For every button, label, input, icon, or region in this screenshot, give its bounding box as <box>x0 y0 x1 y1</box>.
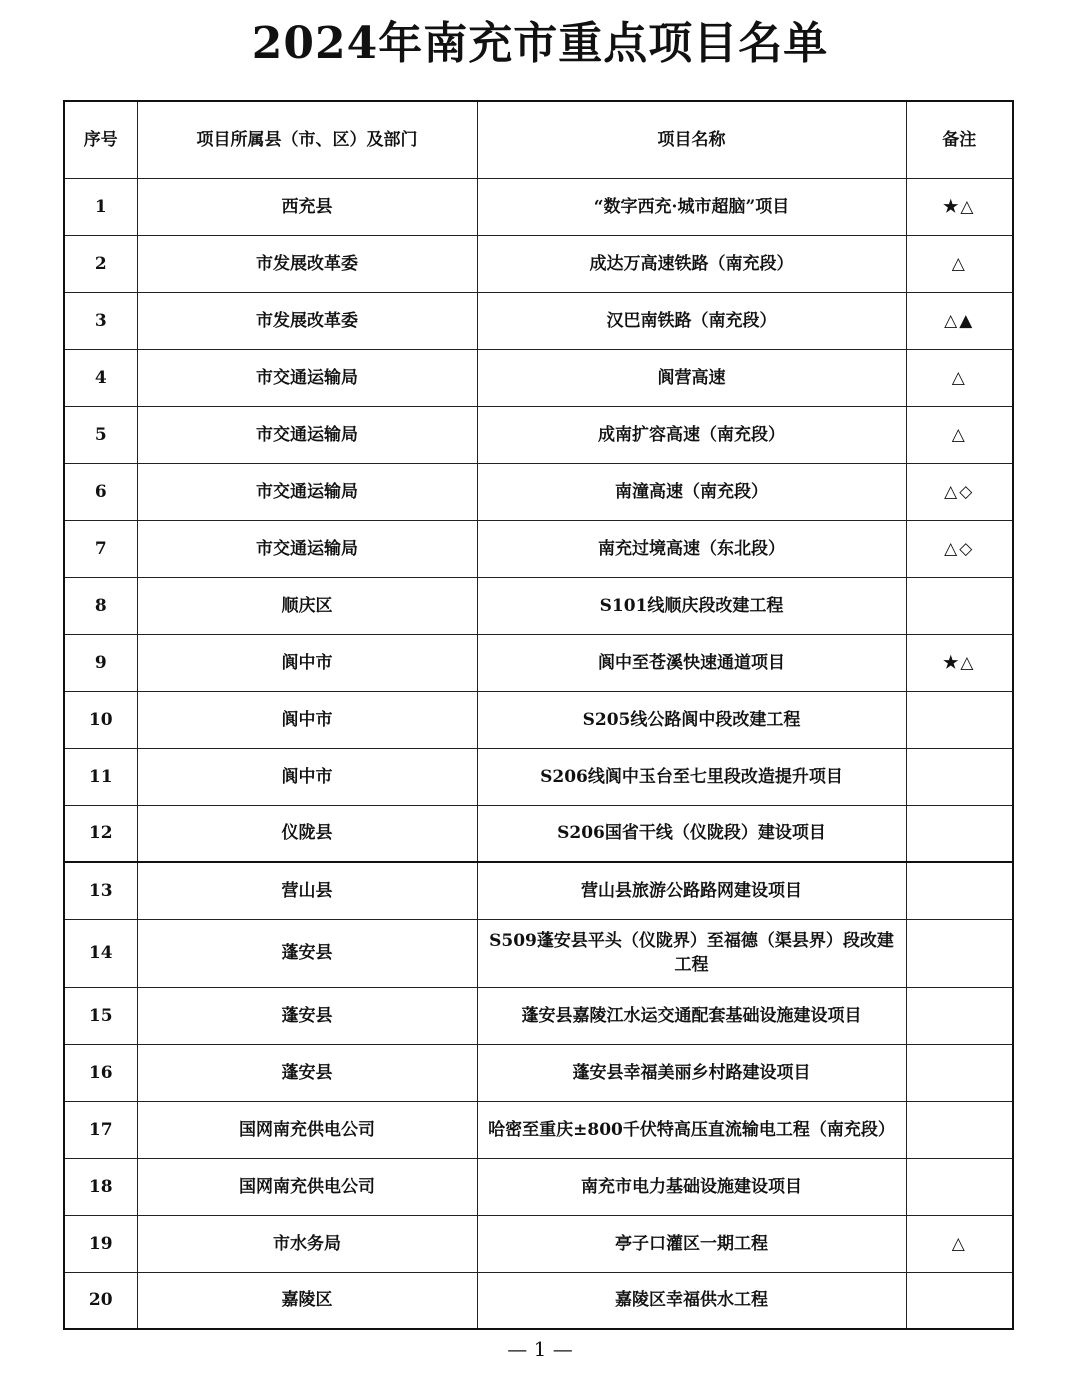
cell-dept: 市发展改革委 <box>137 292 477 349</box>
cell-seq: 9 <box>64 634 137 691</box>
cell-seq: 1 <box>64 178 137 235</box>
cell-project-name: 汉巴南铁路（南充段） <box>477 292 906 349</box>
cell-dept: 嘉陵区 <box>137 1272 477 1329</box>
cell-dept: 营山县 <box>137 862 477 919</box>
cell-project-name: S206线阆中玉台至七里段改造提升项目 <box>477 748 906 805</box>
cell-note <box>906 1101 1013 1158</box>
cell-seq: 14 <box>64 919 137 987</box>
cell-project-name: 营山县旅游公路路网建设项目 <box>477 862 906 919</box>
cell-note <box>906 1272 1013 1329</box>
cell-dept: 西充县 <box>137 178 477 235</box>
cell-dept: 市发展改革委 <box>137 235 477 292</box>
cell-note <box>906 577 1013 634</box>
table-row <box>64 691 1013 748</box>
cell-seq: 15 <box>64 987 137 1044</box>
cell-note <box>906 691 1013 748</box>
cell-dept: 蓬安县 <box>137 987 477 1044</box>
cell-seq: 10 <box>64 691 137 748</box>
cell-project-name: S509蓬安县平头（仪陇界）至福德（渠县界）段改建工程 <box>477 919 906 987</box>
cell-seq: 5 <box>64 406 137 463</box>
cell-seq: 19 <box>64 1215 137 1272</box>
cell-dept: 蓬安县 <box>137 1044 477 1101</box>
cell-note: ★△ <box>906 178 1013 235</box>
table-row <box>64 1101 1013 1158</box>
cell-note: △▲ <box>906 292 1013 349</box>
cell-project-name: 南充市电力基础设施建设项目 <box>477 1158 906 1215</box>
cell-note: △ <box>906 1215 1013 1272</box>
cell-project-name: 亭子口灌区一期工程 <box>477 1215 906 1272</box>
table-row <box>64 634 1013 691</box>
page-number: — 1 — <box>507 1337 573 1361</box>
table-row <box>64 292 1013 349</box>
cell-note <box>906 748 1013 805</box>
page-title: 2024年南充市重点项目名单 <box>251 18 829 69</box>
cell-dept: 市水务局 <box>137 1215 477 1272</box>
header-dept: 项目所属县（市、区）及部门 <box>137 101 477 178</box>
table-row <box>64 235 1013 292</box>
table-row <box>64 520 1013 577</box>
cell-seq: 18 <box>64 1158 137 1215</box>
table-row <box>64 178 1013 235</box>
table-row <box>64 349 1013 406</box>
cell-note <box>906 805 1013 862</box>
cell-project-name: S206国省干线（仪陇段）建设项目 <box>477 805 906 862</box>
table-row <box>64 862 1013 919</box>
cell-project-name: 成达万高速铁路（南充段） <box>477 235 906 292</box>
cell-dept: 国网南充供电公司 <box>137 1101 477 1158</box>
header-note: 备注 <box>906 101 1013 178</box>
cell-seq: 8 <box>64 577 137 634</box>
cell-dept: 蓬安县 <box>137 919 477 987</box>
cell-project-name: 南潼高速（南充段） <box>477 463 906 520</box>
header-project-name: 项目名称 <box>477 101 906 178</box>
cell-dept: 市交通运输局 <box>137 406 477 463</box>
table-row <box>64 919 1013 987</box>
cell-project-name: 成南扩容高速（南充段） <box>477 406 906 463</box>
cell-dept: 阆中市 <box>137 691 477 748</box>
cell-project-name: 蓬安县幸福美丽乡村路建设项目 <box>477 1044 906 1101</box>
cell-seq: 6 <box>64 463 137 520</box>
cell-note: △ <box>906 235 1013 292</box>
cell-dept: 市交通运输局 <box>137 349 477 406</box>
cell-seq: 11 <box>64 748 137 805</box>
cell-seq: 3 <box>64 292 137 349</box>
cell-note <box>906 862 1013 919</box>
cell-note: △ <box>906 349 1013 406</box>
cell-dept: 阆中市 <box>137 748 477 805</box>
cell-dept: 顺庆区 <box>137 577 477 634</box>
cell-project-name: 南充过境高速（东北段） <box>477 520 906 577</box>
cell-note <box>906 1044 1013 1101</box>
cell-project-name: 阆中至苍溪快速通道项目 <box>477 634 906 691</box>
header-seq: 序号 <box>64 101 137 178</box>
table-row <box>64 1272 1013 1329</box>
cell-note <box>906 919 1013 987</box>
cell-dept: 阆中市 <box>137 634 477 691</box>
cell-seq: 7 <box>64 520 137 577</box>
cell-note: ★△ <box>906 634 1013 691</box>
cell-note <box>906 987 1013 1044</box>
cell-dept: 仪陇县 <box>137 805 477 862</box>
table-row <box>64 805 1013 862</box>
cell-project-name: 阆营高速 <box>477 349 906 406</box>
cell-seq: 2 <box>64 235 137 292</box>
cell-note: △◇ <box>906 463 1013 520</box>
table-row <box>64 1158 1013 1215</box>
cell-project-name: “数字西充·城市超脑”项目 <box>477 178 906 235</box>
table-row <box>64 1215 1013 1272</box>
table-row <box>64 987 1013 1044</box>
cell-seq: 12 <box>64 805 137 862</box>
cell-project-name: S205线公路阆中段改建工程 <box>477 691 906 748</box>
cell-project-name: 哈密至重庆±800千伏特高压直流输电工程（南充段） <box>477 1101 906 1158</box>
cell-dept: 国网南充供电公司 <box>137 1158 477 1215</box>
cell-seq: 20 <box>64 1272 137 1329</box>
cell-dept: 市交通运输局 <box>137 520 477 577</box>
cell-seq: 4 <box>64 349 137 406</box>
table-row <box>64 577 1013 634</box>
cell-note <box>906 1158 1013 1215</box>
cell-dept: 市交通运输局 <box>137 463 477 520</box>
cell-note: △ <box>906 406 1013 463</box>
cell-project-name: 嘉陵区幸福供水工程 <box>477 1272 906 1329</box>
table-row <box>64 463 1013 520</box>
table-row <box>64 748 1013 805</box>
cell-project-name: 蓬安县嘉陵江水运交通配套基础设施建设项目 <box>477 987 906 1044</box>
cell-seq: 17 <box>64 1101 137 1158</box>
table-row <box>64 406 1013 463</box>
table-header-row <box>64 101 1013 178</box>
cell-note: △◇ <box>906 520 1013 577</box>
project-table <box>63 100 1014 1330</box>
cell-seq: 13 <box>64 862 137 919</box>
cell-project-name: S101线顺庆段改建工程 <box>477 577 906 634</box>
table-row <box>64 1044 1013 1101</box>
cell-seq: 16 <box>64 1044 137 1101</box>
